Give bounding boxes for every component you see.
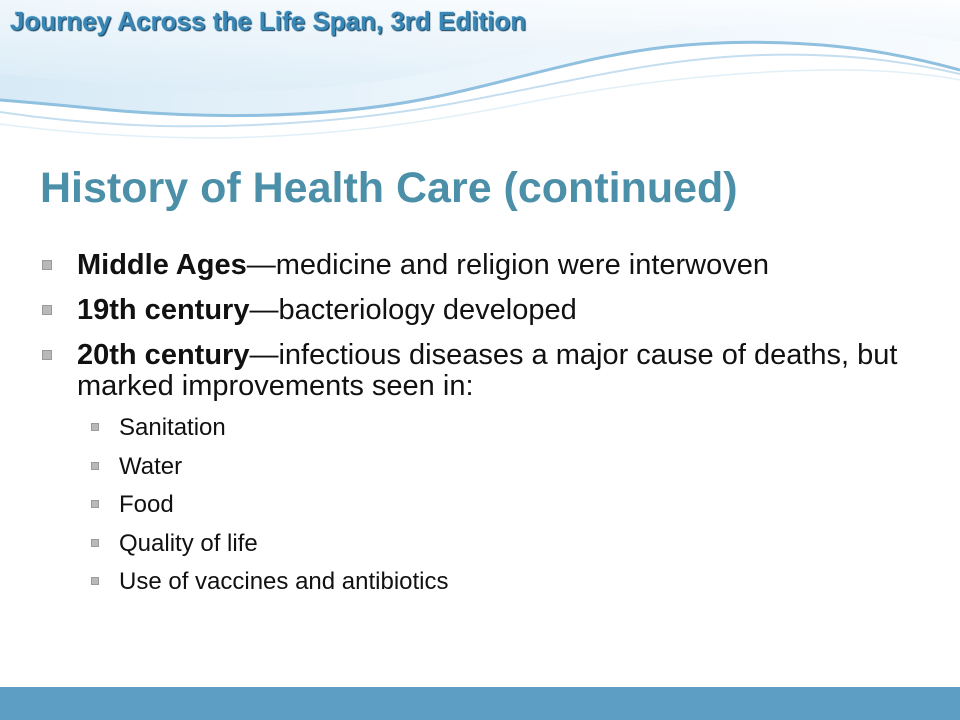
sub-bullet-text: Quality of life bbox=[119, 529, 258, 557]
square-bullet-icon bbox=[42, 350, 52, 360]
bullet-item bbox=[40, 250, 920, 281]
slide-title: History of Health Care (continued) bbox=[40, 164, 738, 212]
sub-bullet-list bbox=[40, 414, 920, 595]
sub-bullet-item bbox=[40, 453, 920, 480]
square-bullet-icon bbox=[42, 260, 52, 270]
square-bullet-icon bbox=[42, 305, 52, 315]
square-bullet-icon bbox=[91, 462, 99, 470]
sub-bullet-text: Use of vaccines and antibiotics bbox=[119, 568, 449, 596]
sub-bullet-text: Water bbox=[119, 452, 183, 480]
sub-bullet-item bbox=[40, 568, 920, 595]
sub-bullet-text: Sanitation bbox=[119, 414, 226, 441]
sub-bullet-text: Food bbox=[119, 491, 174, 519]
bullet-text: —medicine and religion were interwoven bbox=[246, 249, 770, 281]
bullet-term: Middle Ages bbox=[77, 249, 247, 281]
bullet-text: —bacteriology developed bbox=[249, 294, 577, 326]
bullet-item bbox=[40, 295, 920, 326]
square-bullet-icon bbox=[91, 539, 99, 547]
bullet-term: 20th century bbox=[77, 339, 250, 371]
bullet-term: 19th century bbox=[77, 294, 250, 326]
sub-bullet-item bbox=[40, 530, 920, 557]
footer-bar bbox=[0, 687, 960, 720]
square-bullet-icon bbox=[91, 500, 99, 508]
bullet-text: —infectious diseases a major cause of deaths, but marked improvements seen in: bbox=[77, 339, 898, 402]
square-bullet-icon bbox=[91, 423, 99, 431]
book-title: Journey Across the Life Span, 3rd Edition bbox=[10, 6, 527, 36]
slide-content bbox=[40, 250, 920, 607]
bullet-item bbox=[40, 340, 920, 402]
square-bullet-icon bbox=[91, 577, 99, 585]
sub-bullet-item bbox=[40, 414, 920, 441]
sub-bullet-item bbox=[40, 491, 920, 518]
